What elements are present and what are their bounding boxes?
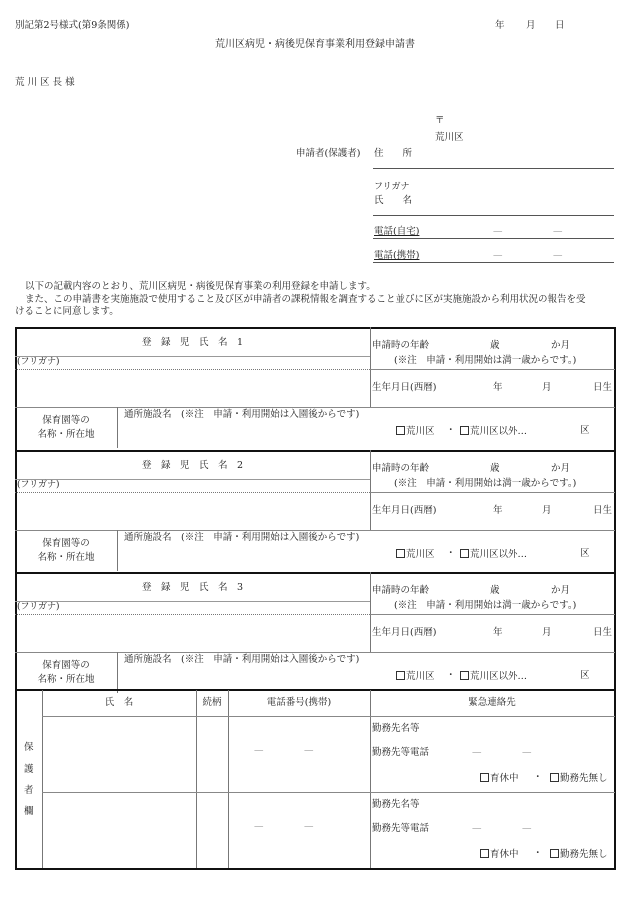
option-arakawa-label: 荒川区 — [406, 671, 435, 682]
date-day-label: 日 — [555, 20, 565, 31]
guardian-section-char-4: 欄 — [24, 806, 34, 817]
age-months-unit: か月 — [551, 340, 571, 351]
child-main-divider — [370, 572, 371, 652]
birth-bottom-line — [15, 407, 615, 408]
phone-mobile-label: 電話(携帯) — [374, 250, 420, 261]
child-name-field[interactable] — [20, 371, 365, 407]
name-label: 氏 名 — [374, 195, 413, 206]
child-main-divider — [370, 450, 371, 530]
age-label: 申請時の年齢 — [372, 463, 430, 474]
option-parental-leave-label: 育休中 — [490, 849, 519, 860]
nursery-label-divider — [117, 407, 118, 448]
child-block-top-border — [15, 572, 615, 574]
option-other-ward-label: 荒川区以外… — [470, 426, 528, 437]
birth-day-unit: 日生 — [593, 505, 613, 516]
nursery-label-divider — [117, 652, 118, 693]
age-label: 申請時の年齢 — [372, 585, 430, 596]
option-parental-leave-label: 育休中 — [490, 773, 519, 784]
heading-bottom-line — [15, 356, 370, 357]
option-parental-leave[interactable] — [480, 773, 519, 784]
ward-suffix: 区 — [580, 425, 590, 436]
child-main-divider — [370, 327, 371, 407]
child-name-heading: 登 録 児 氏 名 1 — [141, 337, 244, 348]
facility-label: 通所施設名 (※注 申請・利用開始は入園後からです) — [124, 532, 360, 543]
postal-mark: 〒 — [435, 115, 445, 126]
age-months-unit: か月 — [551, 585, 571, 596]
col-header-name: 氏 名 — [104, 697, 134, 708]
nursery-label-line-2: 名称・所在地 — [37, 674, 95, 685]
col-header-relation: 続柄 — [202, 697, 222, 708]
guardian-relation-field[interactable] — [199, 794, 225, 866]
nursery-label-divider — [117, 530, 118, 571]
guardian-section-char-2: 護 — [24, 764, 34, 775]
ward-prefix: 荒川区 — [435, 132, 464, 143]
option-no-workplace-label: 勤務先無し — [560, 849, 608, 860]
checkbox-icon[interactable] — [550, 849, 559, 858]
birth-year-unit: 年 — [493, 505, 503, 516]
phone-mobile-sep-2: — — [553, 250, 563, 261]
applicant-label: 申請者(保護者) — [296, 148, 361, 159]
phone-home-sep-2: — — [553, 226, 563, 237]
workplace-phone-sep-2: — — [522, 747, 532, 758]
address-label: 住 所 — [374, 148, 413, 159]
age-months-unit: か月 — [551, 463, 571, 474]
option-no-workplace[interactable] — [550, 849, 608, 860]
birth-day-unit: 日生 — [593, 627, 613, 638]
table-left-border — [15, 327, 17, 870]
guardian-row-divider — [42, 792, 615, 793]
child-name-heading: 登 録 児 氏 名 3 — [141, 582, 244, 593]
option-other-ward-label: 荒川区以外… — [470, 671, 528, 682]
col-header-emergency: 緊急連絡先 — [468, 697, 516, 708]
age-years-unit: 歳 — [490, 463, 500, 474]
phone-home-sep-1: — — [493, 226, 503, 237]
option-other-ward[interactable] — [460, 426, 527, 437]
workplace-phone-label: 勤務先等電話 — [372, 823, 430, 834]
child-name-heading: 登 録 児 氏 名 2 — [141, 460, 244, 471]
age-note: (※注 申請・利用開始は満一歳からです。) — [394, 478, 577, 489]
ward-suffix: 区 — [580, 670, 590, 681]
date-year-label: 年 — [495, 20, 505, 31]
nursery-label-line-2: 名称・所在地 — [37, 552, 95, 563]
guardian-phone-sep-2: — — [304, 821, 314, 832]
nursery-label-line-1: 保育園等の — [42, 660, 90, 671]
consent-line-1: 以下の記載内容のとおり、荒川区病児・病後児保育事業の利用登録を申請します。 — [25, 281, 376, 292]
heading-bottom-line — [15, 479, 370, 480]
checkbox-icon[interactable] — [460, 671, 469, 680]
col-header-phone: 電話番号(携帯) — [266, 697, 332, 708]
checkbox-icon[interactable] — [480, 849, 489, 858]
date-month-label: 月 — [526, 20, 536, 31]
checkbox-icon[interactable] — [480, 773, 489, 782]
guardian-section-char-1: 保 — [24, 742, 34, 753]
table-right-border — [614, 327, 616, 870]
workplace-phone-sep-1: — — [472, 823, 482, 834]
option-arakawa[interactable] — [396, 426, 435, 437]
guardian-top-border — [15, 689, 615, 691]
workplace-phone-sep-1: — — [472, 747, 482, 758]
birth-label: 生年月日(西暦) — [372, 382, 437, 393]
phone-home-field[interactable] — [373, 238, 614, 239]
guardian-name-field[interactable] — [46, 718, 192, 790]
workplace-phone-label: 勤務先等電話 — [372, 747, 430, 758]
checkbox-icon[interactable] — [396, 671, 405, 680]
birth-label: 生年月日(西暦) — [372, 505, 437, 516]
child-furigana-label: (フリガナ) — [17, 602, 60, 612]
option-arakawa-label: 荒川区 — [406, 549, 435, 560]
age-label: 申請時の年齢 — [372, 340, 430, 351]
option-parental-leave[interactable] — [480, 849, 519, 860]
option-arakawa[interactable] — [396, 671, 435, 682]
name-field[interactable] — [373, 215, 614, 216]
furigana-label: フリガナ — [374, 182, 410, 192]
birth-bottom-line — [15, 530, 615, 531]
checkbox-icon[interactable] — [396, 549, 405, 558]
workplace-phone-sep-2: — — [522, 823, 532, 834]
birth-label: 生年月日(西暦) — [372, 627, 437, 638]
option-other-ward[interactable] — [460, 549, 527, 560]
furigana-bottom-line — [15, 492, 370, 493]
checkbox-icon[interactable] — [550, 773, 559, 782]
table-top-border — [15, 327, 615, 329]
option-separator: ・ — [533, 848, 543, 859]
addressee: 荒 川 区 長 様 — [15, 77, 75, 88]
birth-month-unit: 月 — [542, 627, 552, 638]
workplace-label: 勤務先名等 — [372, 723, 420, 734]
age-years-unit: 歳 — [490, 340, 500, 351]
consent-line-2: また、この申請書を実施施設で使用すること及び区が申請者の課税情報を調査すること並びに区が実施施設から利用状況の報告を受 — [25, 294, 586, 305]
consent-line-3: けることに同意します。 — [15, 306, 119, 317]
guardian-phone-sep-2: — — [304, 745, 314, 756]
option-separator: ・ — [446, 548, 456, 559]
age-bottom-line — [370, 369, 615, 370]
guardian-header-bottom — [42, 716, 615, 717]
guardian-phone-sep-1: — — [254, 745, 264, 756]
checkbox-icon[interactable] — [460, 426, 469, 435]
birth-day-unit: 日生 — [593, 382, 613, 393]
checkbox-icon[interactable] — [396, 426, 405, 435]
age-note: (※注 申請・利用開始は満一歳からです。) — [394, 600, 577, 611]
birth-bottom-line — [15, 652, 615, 653]
ward-suffix: 区 — [580, 548, 590, 559]
workplace-label: 勤務先名等 — [372, 799, 420, 810]
phone-mobile-sep-1: — — [493, 250, 503, 261]
furigana-bottom-line — [15, 614, 370, 615]
phone-home-label: 電話(自宅) — [374, 226, 420, 237]
option-arakawa[interactable] — [396, 549, 435, 560]
option-no-workplace-label: 勤務先無し — [560, 773, 608, 784]
age-years-unit: 歳 — [490, 585, 500, 596]
heading-bottom-line — [15, 601, 370, 602]
age-bottom-line — [370, 614, 615, 615]
option-no-workplace[interactable] — [550, 773, 608, 784]
page-title: 荒川区病児・病後児保育事業利用登録申請書 — [215, 39, 415, 50]
age-note: (※注 申請・利用開始は満一歳からです。) — [394, 355, 577, 366]
nursery-label-line-1: 保育園等の — [42, 415, 90, 426]
child-block-top-border — [15, 450, 615, 452]
option-separator: ・ — [446, 425, 456, 436]
child-furigana-label: (フリガナ) — [17, 480, 60, 490]
nursery-label-line-2: 名称・所在地 — [37, 429, 95, 440]
phone-mobile-field[interactable] — [373, 262, 614, 263]
option-arakawa-label: 荒川区 — [406, 426, 435, 437]
age-bottom-line — [370, 492, 615, 493]
address-field[interactable] — [373, 168, 614, 169]
birth-month-unit: 月 — [542, 382, 552, 393]
option-separator: ・ — [446, 670, 456, 681]
table-bottom-border — [15, 868, 615, 870]
birth-month-unit: 月 — [542, 505, 552, 516]
child-name-field[interactable] — [20, 616, 365, 652]
option-other-ward-label: 荒川区以外… — [470, 549, 528, 560]
facility-label: 通所施設名 (※注 申請・利用開始は入園後からです) — [124, 409, 360, 420]
checkbox-icon[interactable] — [460, 549, 469, 558]
form-number: 別記第2号様式(第9条関係) — [15, 20, 130, 31]
child-name-field[interactable] — [20, 494, 365, 530]
birth-year-unit: 年 — [493, 627, 503, 638]
option-other-ward[interactable] — [460, 671, 527, 682]
nursery-label-line-1: 保育園等の — [42, 538, 90, 549]
guardian-relation-field[interactable] — [199, 718, 225, 790]
guardian-section-char-3: 者 — [24, 785, 34, 796]
facility-label: 通所施設名 (※注 申請・利用開始は入園後からです) — [124, 654, 360, 665]
furigana-bottom-line — [15, 369, 370, 370]
option-separator: ・ — [533, 772, 543, 783]
child-furigana-label: (フリガナ) — [17, 357, 60, 367]
guardian-phone-sep-1: — — [254, 821, 264, 832]
birth-year-unit: 年 — [493, 382, 503, 393]
guardian-name-field[interactable] — [46, 794, 192, 866]
